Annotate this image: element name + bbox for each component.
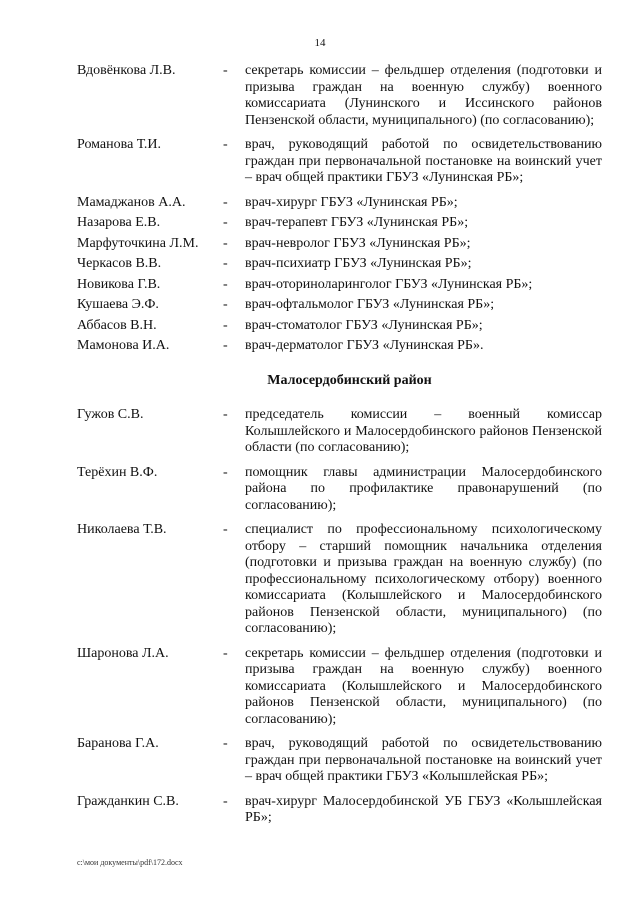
member-name: Аббасов В.Н.: [77, 317, 157, 333]
member-dash: -: [223, 215, 228, 230]
member-name: Мамаджанов А.А.: [77, 194, 186, 210]
member-dash: -: [223, 297, 228, 312]
member-dash: -: [223, 407, 228, 422]
member-row: [77, 215, 602, 232]
footer-file-path: c:\мои документы\pdf\172.docx: [77, 858, 183, 867]
member-role: помощник главы администрации Малосердобинского района по профилактике правонарушений (по согласованию);: [245, 464, 602, 513]
member-role: секретарь комиссии – фельдшер отделения (подготовки и призыва граждан на военную службу) военного комиссариата (Колышлейского и Малосердобинского районов Пензенской области, муниципального) (по согласованию);: [245, 645, 602, 727]
member-name: Баранова Г.А.: [77, 736, 159, 751]
member-dash: -: [223, 137, 228, 152]
member-name: Шаронова Л.А.: [77, 645, 169, 661]
member-dash: -: [223, 276, 228, 292]
member-dash: -: [223, 464, 228, 480]
member-role: врач-оториноларинголог ГБУЗ «Лунинская РБ»;: [245, 276, 533, 292]
member-role: врач, руководящий работой по освидетельствованию граждан при первоначальной постановке на воинский учет – врач общей практики ГБУЗ «Колышлейская РБ»;: [245, 736, 602, 784]
member-name: Мамонова И.А.: [77, 338, 170, 353]
member-name: Кушаева Э.Ф.: [77, 297, 159, 312]
member-dash: -: [223, 736, 228, 751]
commission-list: [77, 63, 602, 827]
member-row: [77, 277, 602, 294]
member-role: врач-хирург ГБУЗ «Лунинская РБ»;: [245, 194, 458, 210]
member-row: [77, 195, 602, 212]
member-role: специалист по профессиональному психологическому отбору – старший помощник начальника отделения (подготовки и призыва граждан на военную службу) (по профессиональному психологическому отбору) военного комиссариата (Колышлейского и Малосердобинского районов Пензенской области, муниципального) (по согласованию);: [245, 522, 602, 636]
member-row: [77, 736, 602, 786]
member-role: врач-стоматолог ГБУЗ «Лунинская РБ»;: [245, 317, 483, 333]
member-dash: -: [223, 338, 228, 353]
member-row: [77, 236, 602, 253]
member-row: [77, 522, 602, 638]
member-role: врач, руководящий работой по освидетельствованию граждан при первоначальной постановке на воинский учет – врач общей практики ГБУЗ «Лунинская РБ»;: [245, 137, 602, 185]
member-name: Романова Т.И.: [77, 137, 162, 152]
member-role: врач-терапевт ГБУЗ «Лунинская РБ»;: [245, 215, 469, 230]
member-role: секретарь комиссии – фельдшер отделения (подготовки и призыва граждан на военную службу) военного комиссариата (Лунинского и Иссинского районов Пензенской области, муниципального) (по согласованию);: [245, 63, 602, 128]
maloserdoba-members-list: [77, 407, 602, 827]
member-row: [77, 465, 602, 515]
member-row: [77, 794, 602, 827]
member-name: Марфуточкина Л.М.: [77, 235, 199, 251]
member-row: [77, 297, 602, 314]
member-row: [77, 137, 602, 187]
member-dash: -: [223, 235, 228, 251]
member-name: Гражданкин С.В.: [77, 793, 179, 809]
member-role: врач-офтальмолог ГБУЗ «Лунинская РБ»;: [245, 297, 495, 312]
member-dash: -: [223, 194, 228, 210]
member-role: врач-хирург Малосердобинской УБ ГБУЗ «Колышлейская РБ»;: [245, 793, 602, 825]
member-row: [77, 63, 602, 129]
member-name: Новикова Г.В.: [77, 276, 161, 292]
member-role: врач-дерматолог ГБУЗ «Лунинская РБ».: [245, 338, 484, 353]
member-role: врач-психиатр ГБУЗ «Лунинская РБ»;: [245, 256, 472, 271]
lunino-members-list: [77, 63, 602, 355]
member-dash: -: [223, 793, 228, 809]
member-name: Черкасов В.В.: [77, 256, 162, 271]
member-dash: -: [223, 63, 228, 78]
member-name: Николаева Т.В.: [77, 522, 167, 537]
member-name: Вдовёнкова Л.В.: [77, 63, 176, 78]
member-role: врач-невролог ГБУЗ «Лунинская РБ»;: [245, 235, 471, 251]
member-row: [77, 407, 602, 457]
member-role: председатель комиссии – военный комиссар Колышлейского и Малосердобинского районов Пензенской области (по согласованию);: [245, 407, 602, 455]
member-dash: -: [223, 645, 228, 661]
member-dash: -: [223, 256, 228, 271]
member-dash: -: [223, 522, 228, 537]
member-name: Назарова Е.В.: [77, 215, 161, 230]
member-row: [77, 338, 602, 355]
member-dash: -: [223, 317, 228, 333]
member-row: [77, 318, 602, 335]
member-name: Терёхин В.Ф.: [77, 464, 158, 480]
member-name: Гужов С.В.: [77, 407, 144, 422]
section-heading: Малосердобинский район: [267, 372, 432, 388]
member-row: [77, 256, 602, 273]
member-row: [77, 646, 602, 729]
page-number: 14: [314, 37, 326, 49]
